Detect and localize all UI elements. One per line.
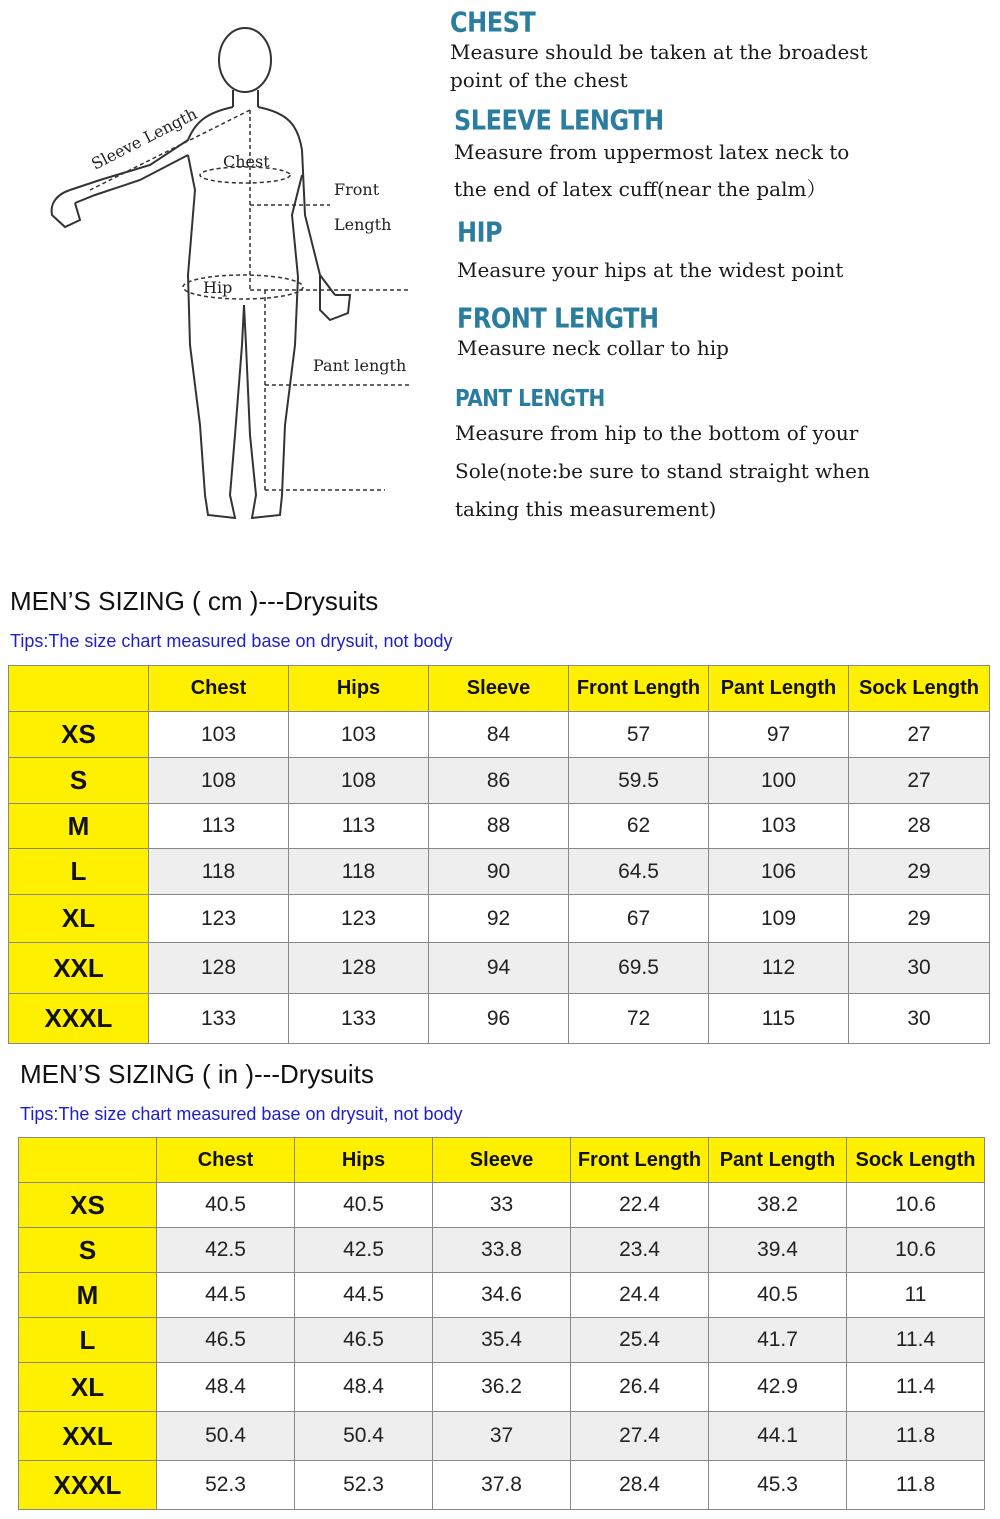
value-cell: 90 — [429, 849, 569, 895]
value-cell: 28 — [849, 804, 990, 849]
value-cell: 29 — [849, 895, 990, 943]
in-section-title: MEN’S SIZING ( in )---Drysuits — [20, 1059, 374, 1089]
measurement-guide — [450, 0, 990, 540]
header-cell-front-length: Front Length — [571, 1138, 709, 1183]
table-row — [9, 994, 990, 1044]
value-cell: 57 — [569, 712, 709, 758]
value-cell: 11.4 — [847, 1363, 985, 1412]
guide-title: FRONT LENGTH — [457, 302, 659, 335]
value-cell: 35.4 — [433, 1318, 571, 1363]
value-cell: 108 — [289, 758, 429, 804]
value-cell: 28.4 — [571, 1461, 709, 1510]
value-cell: 44.5 — [157, 1273, 295, 1318]
value-cell: 42.5 — [295, 1228, 433, 1273]
size-label-cell: XS — [9, 712, 149, 758]
value-cell: 103 — [709, 804, 849, 849]
guide-desc: Measure neck collar to hip — [457, 336, 729, 360]
size-label-cell: XL — [9, 895, 149, 943]
value-cell: 128 — [149, 943, 289, 994]
value-cell: 115 — [709, 994, 849, 1044]
table-row — [9, 943, 990, 994]
value-cell: 10.6 — [847, 1183, 985, 1228]
size-label-cell: XXL — [9, 943, 149, 994]
header-cell-sleeve: Sleeve — [429, 666, 569, 712]
value-cell: 46.5 — [295, 1318, 433, 1363]
value-cell: 103 — [289, 712, 429, 758]
table-row — [9, 804, 990, 849]
cm-size-table — [8, 665, 990, 1044]
header-cell-pant-length: Pant Length — [709, 666, 849, 712]
value-cell: 46.5 — [157, 1318, 295, 1363]
guide-sleeve-length — [454, 104, 849, 208]
table-row — [19, 1461, 985, 1510]
guide-chest — [450, 6, 868, 94]
value-cell: 59.5 — [569, 758, 709, 804]
value-cell: 33 — [433, 1183, 571, 1228]
value-cell: 48.4 — [295, 1363, 433, 1412]
value-cell: 128 — [289, 943, 429, 994]
guide-front-length — [457, 302, 729, 367]
value-cell: 44.5 — [295, 1273, 433, 1318]
value-cell: 42.5 — [157, 1228, 295, 1273]
value-cell: 64.5 — [569, 849, 709, 895]
value-cell: 23.4 — [571, 1228, 709, 1273]
value-cell: 38.2 — [709, 1183, 847, 1228]
value-cell: 42.9 — [709, 1363, 847, 1412]
value-cell: 103 — [149, 712, 289, 758]
value-cell: 52.3 — [295, 1461, 433, 1510]
pant-length-label: Pant length — [313, 356, 407, 375]
value-cell: 27 — [849, 758, 990, 804]
value-cell: 69.5 — [569, 943, 709, 994]
value-cell: 30 — [849, 943, 990, 994]
value-cell: 72 — [569, 994, 709, 1044]
value-cell: 41.7 — [709, 1318, 847, 1363]
value-cell: 11.8 — [847, 1412, 985, 1461]
guide-title: HIP — [457, 216, 503, 249]
guide-desc: Measure your hips at the widest point — [457, 258, 844, 282]
size-label-cell: M — [19, 1273, 157, 1318]
header-cell-sleeve: Sleeve — [433, 1138, 571, 1183]
size-label-cell: XXL — [19, 1412, 157, 1461]
value-cell: 84 — [429, 712, 569, 758]
value-cell: 40.5 — [709, 1273, 847, 1318]
size-label-cell: XXXL — [9, 994, 149, 1044]
value-cell: 133 — [149, 994, 289, 1044]
value-cell: 10.6 — [847, 1228, 985, 1273]
value-cell: 39.4 — [709, 1228, 847, 1273]
value-cell: 29 — [849, 849, 990, 895]
value-cell: 118 — [149, 849, 289, 895]
value-cell: 30 — [849, 994, 990, 1044]
value-cell: 133 — [289, 994, 429, 1044]
table-row — [19, 1363, 985, 1412]
value-cell: 92 — [429, 895, 569, 943]
value-cell: 44.1 — [709, 1412, 847, 1461]
size-label-cell: L — [9, 849, 149, 895]
guide-hip — [457, 216, 843, 289]
table-row — [19, 1318, 985, 1363]
size-label-cell: M — [9, 804, 149, 849]
sleeve-length-label: Sleeve Length — [88, 103, 201, 174]
cm-section-tips: Tips:The size chart measured base on drysuit, not body — [10, 631, 453, 651]
size-label-cell: XXXL — [19, 1461, 157, 1510]
in-section-tips: Tips:The size chart measured base on drysuit, not body — [20, 1104, 463, 1124]
cm-section-title: MEN’S SIZING ( cm )---Drysuits — [10, 586, 379, 616]
header-cell-size — [19, 1138, 157, 1183]
size-label-cell: XS — [19, 1183, 157, 1228]
value-cell: 26.4 — [571, 1363, 709, 1412]
header-cell-chest: Chest — [149, 666, 289, 712]
value-cell: 108 — [149, 758, 289, 804]
value-cell: 37.8 — [433, 1461, 571, 1510]
value-cell: 33.8 — [433, 1228, 571, 1273]
value-cell: 118 — [289, 849, 429, 895]
value-cell: 97 — [709, 712, 849, 758]
header-cell-pant-length: Pant Length — [709, 1138, 847, 1183]
value-cell: 106 — [709, 849, 849, 895]
table-row — [19, 1273, 985, 1318]
table-header-row — [9, 666, 990, 712]
value-cell: 27 — [849, 712, 990, 758]
value-cell: 40.5 — [157, 1183, 295, 1228]
value-cell: 67 — [569, 895, 709, 943]
front-label: Front — [334, 180, 380, 199]
value-cell: 123 — [149, 895, 289, 943]
table-row — [9, 712, 990, 758]
value-cell: 11.4 — [847, 1318, 985, 1363]
table-row — [19, 1228, 985, 1273]
size-label-cell: S — [19, 1228, 157, 1273]
guide-title: CHEST — [450, 6, 536, 39]
size-label-cell: L — [19, 1318, 157, 1363]
body-outline-illustration — [30, 15, 430, 535]
header-cell-front-length: Front Length — [569, 666, 709, 712]
guide-pant-length — [455, 384, 870, 528]
header-cell-hips: Hips — [289, 666, 429, 712]
value-cell: 37 — [433, 1412, 571, 1461]
value-cell: 112 — [709, 943, 849, 994]
value-cell: 27.4 — [571, 1412, 709, 1461]
value-cell: 36.2 — [433, 1363, 571, 1412]
value-cell: 123 — [289, 895, 429, 943]
value-cell: 96 — [429, 994, 569, 1044]
guide-title: PANT LENGTH — [455, 384, 605, 412]
table-row — [19, 1183, 985, 1228]
body-measurement-figure — [30, 15, 430, 535]
value-cell: 11.8 — [847, 1461, 985, 1510]
value-cell: 24.4 — [571, 1273, 709, 1318]
table-header-row — [19, 1138, 985, 1183]
in-size-table — [18, 1137, 985, 1510]
chest-label: Chest — [223, 152, 270, 171]
value-cell: 22.4 — [571, 1183, 709, 1228]
value-cell: 11 — [847, 1273, 985, 1318]
header-cell-chest: Chest — [157, 1138, 295, 1183]
table-row — [9, 849, 990, 895]
value-cell: 50.4 — [157, 1412, 295, 1461]
size-label-cell: XL — [19, 1363, 157, 1412]
value-cell: 40.5 — [295, 1183, 433, 1228]
value-cell: 109 — [709, 895, 849, 943]
guide-desc: Measure should be taken at the broadest point of the chest — [450, 40, 868, 92]
length-label: Length — [334, 215, 392, 234]
value-cell: 113 — [149, 804, 289, 849]
header-cell-hips: Hips — [295, 1138, 433, 1183]
value-cell: 45.3 — [709, 1461, 847, 1510]
value-cell: 25.4 — [571, 1318, 709, 1363]
guide-title: SLEEVE LENGTH — [454, 104, 664, 137]
value-cell: 94 — [429, 943, 569, 994]
value-cell: 48.4 — [157, 1363, 295, 1412]
value-cell: 100 — [709, 758, 849, 804]
guide-desc: Measure from hip to the bottom of your Sole(note:be sure to stand straight when taking this measurement) — [455, 421, 870, 521]
header-cell-sock-length: Sock Length — [849, 666, 990, 712]
guide-desc: Measure from uppermost latex neck to the end of latex cuff(near the palm） — [454, 140, 850, 201]
value-cell: 88 — [429, 804, 569, 849]
table-row — [19, 1412, 985, 1461]
table-row — [9, 895, 990, 943]
value-cell: 52.3 — [157, 1461, 295, 1510]
value-cell: 113 — [289, 804, 429, 849]
value-cell: 34.6 — [433, 1273, 571, 1318]
table-row — [9, 758, 990, 804]
hip-label: Hip — [203, 278, 233, 297]
value-cell: 50.4 — [295, 1412, 433, 1461]
header-cell-size — [9, 666, 149, 712]
value-cell: 62 — [569, 804, 709, 849]
size-label-cell: S — [9, 758, 149, 804]
header-cell-sock-length: Sock Length — [847, 1138, 985, 1183]
value-cell: 86 — [429, 758, 569, 804]
